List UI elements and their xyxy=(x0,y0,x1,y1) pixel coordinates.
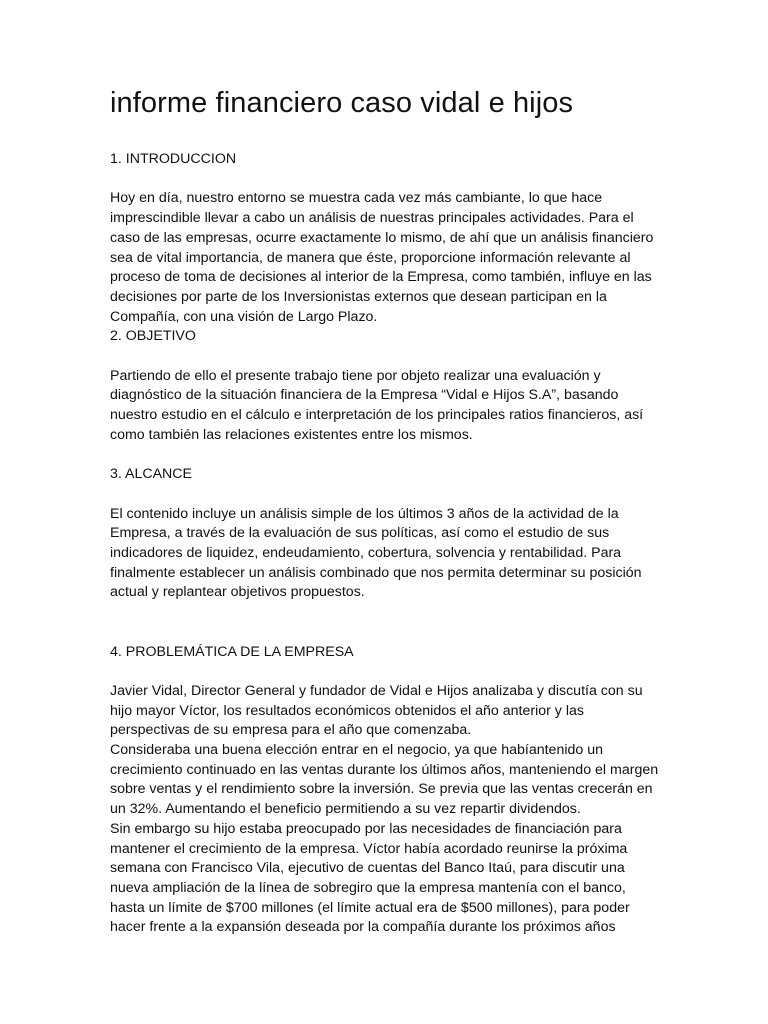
paragraph-line: proceso de toma de decisiones al interior de la Empresa, como también, influye en las xyxy=(110,269,652,286)
paragraph-line: decisiones por parte de los Inversionistas externos que desean participan en la xyxy=(110,288,607,305)
section-problematica xyxy=(110,643,662,939)
section-objetivo xyxy=(110,327,662,445)
paragraph-line: hacer frente a la expansión deseada por la compañía durante los próximos años xyxy=(110,919,616,936)
paragraph-line: caso de las empresas, ocurre exactamente lo mismo, de ahí que un análisis financiero xyxy=(110,229,654,246)
paragraph-line: actual y replantear objetivos propuestos. xyxy=(110,584,365,601)
paragraph-line: un 32%. Aumentando el beneficio permitiendo a su vez repartir dividendos. xyxy=(110,801,581,818)
paragraph-line: sea de vital importancia, de manera que éste, proporcione información relevante al xyxy=(110,249,631,266)
paragraph-line: finalmente establecer un análisis combinado que nos permita determinar su posición xyxy=(110,564,642,581)
section-introduccion xyxy=(110,150,662,327)
paragraph-line: Empresa, a través de la evaluación de sus políticas, así como el estudio de sus xyxy=(110,525,610,542)
paragraph-line: sobre ventas y el rendimiento sobre la inversión. Se previa que las ventas crecerán en xyxy=(110,781,653,798)
section-heading: 4. PROBLEMÁTICA DE LA EMPRESA xyxy=(110,643,354,660)
document-page xyxy=(110,84,662,938)
paragraph-line: mantener el crecimiento de la empresa. Víctor había acordado reunirse la próxima xyxy=(110,840,628,857)
paragraph-line: imprescindible llevar a cabo un análisis de nuestras principales actividades. Para el xyxy=(110,210,634,227)
paragraph-line: Javier Vidal, Director General y fundador de Vidal e Hijos analizaba y discutía con su xyxy=(110,682,643,699)
paragraph-line: como también las relaciones existentes entre los mismos. xyxy=(110,426,473,443)
document-title: informe financiero caso vidal e hijos xyxy=(110,87,574,119)
paragraph-line: El contenido incluye un análisis simple de los últimos 3 años de la actividad de la xyxy=(110,505,619,522)
section-heading: 2. OBJETIVO xyxy=(110,328,196,345)
paragraph-line: indicadores de liquidez, endeudamiento, cobertura, solvencia y rentabilidad. Para xyxy=(110,545,622,561)
paragraph-line: hijo mayor Víctor, los resultados económicos obtenidos el año anterior y las xyxy=(110,702,584,719)
paragraph-line: semana con Francisco Vila, ejecutivo de cuentas del Banco Itaú, para discutir una xyxy=(110,860,625,877)
paragraph-line: Hoy en día, nuestro entorno se muestra cada vez más cambiante, lo que hace xyxy=(110,190,603,207)
paragraph-line: Partiendo de ello el presente trabajo tiene por objeto realizar una evaluación y xyxy=(110,367,601,384)
paragraph-line: Consideraba una buena elección entrar en el negocio, ya que habíantenido un xyxy=(110,742,603,758)
section-heading: 3. ALCANCE xyxy=(110,466,193,483)
paragraph-line: crecimiento continuado en las ventas durante los últimos años, manteniendo el margen xyxy=(110,761,659,778)
paragraph-line: nuestro estudio en el cálculo e interpretación de los principales ratios financieros, así xyxy=(110,407,644,424)
paragraph-line: diagnóstico de la situación financiera de la Empresa “Vidal e Hijos S.A”, basando xyxy=(110,387,619,404)
paragraph-line: Compañía, con una visión de Largo Plazo. xyxy=(110,308,378,325)
section-heading: 1. INTRODUCCION xyxy=(110,151,237,167)
paragraph-line: Sin embargo su hijo estaba preocupado por las necesidades de financiación para xyxy=(110,820,622,837)
paragraph-line: hasta un límite de $700 millones (el límite actual era de $500 millones), para poder xyxy=(110,899,630,916)
paragraph-line: nueva ampliación de la línea de sobregiro que la empresa mantenía con el banco, xyxy=(110,879,626,896)
paragraph-line: perspectivas de su empresa para el año que comenzaba. xyxy=(110,722,472,739)
section-alcance xyxy=(110,465,662,603)
